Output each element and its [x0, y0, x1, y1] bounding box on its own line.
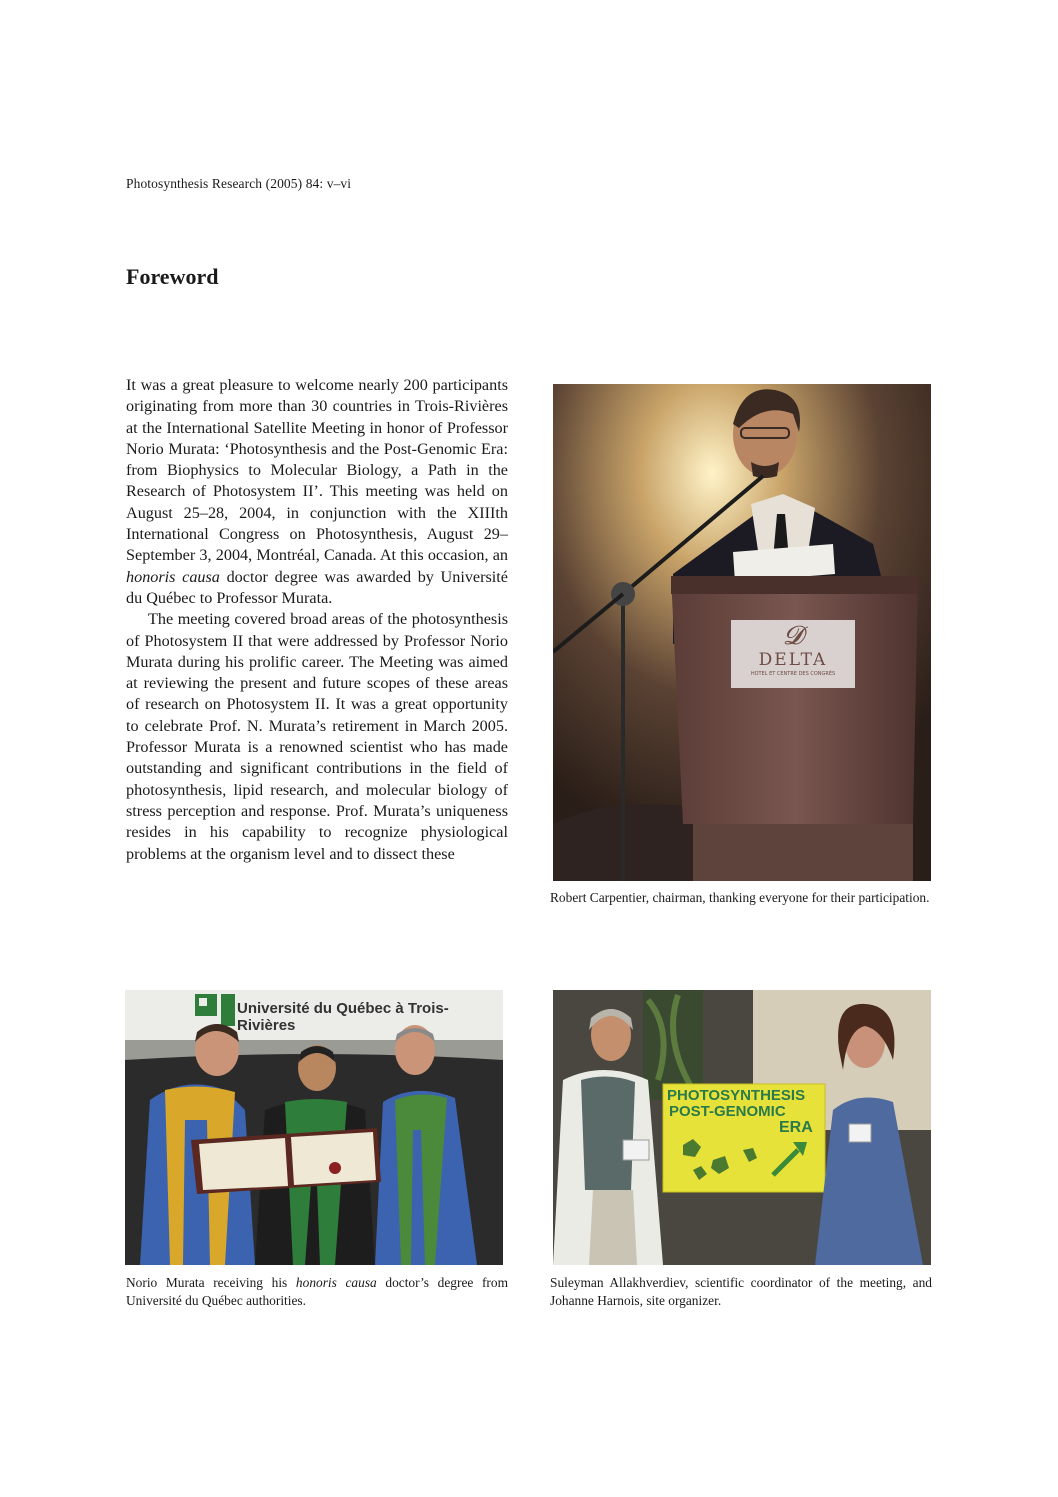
podium-sign-label: DELTA [758, 650, 828, 670]
article-title: Foreword [126, 264, 219, 289]
caption-figure-3: Suleyman Allakhverdiev, scientific coordinator of the meeting, and Johanne Harnois, site organizer. [550, 1275, 932, 1308]
poster [663, 1088, 825, 1136]
poster-line-2: POST-GENOMIC [669, 1103, 786, 1120]
caption-figure-2: Norio Murata receiving his honoris causa doctor’s degree from Université du Québec authorities. [126, 1275, 509, 1308]
photo-speaker-at-podium [553, 384, 931, 881]
poster-line-3: ERA [779, 1119, 813, 1136]
paragraph-1: It was a great pleasure to welcome nearly 200 participants originating from more than 30 countries in Trois-Rivières at the International Satellite Meeting in honor of Professor Norio Murata: ‘Photosynthesis and the Post-Genomic Era: from Biophysics to Molecular Biology, a Path in the Research of Photosystem II’. This meeting was held on August 25–28, 2004, in conjunction with the XIIIth International Congress on Photosynthesis, August 29–September 3, 2004, Montréal, Canada. At this occasion, an honoris causa doctor degree was awarded by Université du Québec to Professor Murata. [126, 376, 508, 607]
body-text [126, 375, 508, 865]
university-banner: Université du Québec à Trois-Rivières [237, 1000, 449, 1034]
delta-logo-icon: 𝓓 [783, 621, 803, 651]
photo-degree-ceremony [125, 990, 503, 1265]
running-head: Photosynthesis Research (2005) 84: v–vi [126, 176, 352, 191]
caption-figure-1: Robert Carpentier, chairman, thanking everyone for their participation. [550, 890, 930, 905]
podium-sign-sublabel: HOTEL ET CENTRE DES CONGRÈS [750, 671, 836, 677]
poster-line-1: PHOTOSYNTHESIS [667, 1087, 806, 1104]
photo-organizers-with-poster [553, 990, 931, 1265]
podium-sign [731, 620, 855, 688]
paragraph-2: The meeting covered broad areas of the photosynthesis of Photosystem II that were addressed by Professor Norio Murata during his prolific career. The Meeting was aimed at reviewing the present and future scopes of these areas of research on Photosystem II. It was a great opportunity to celebrate Prof. N. Murata’s retirement in March 2005. Professor Murata is a renowned scientist who has made outstanding and significant contributions in the field of photosynthesis, lipid research, and molecular biology of stress perception and response. Prof. Murata’s uniqueness resides in his capability to recognize physiological problems at the organism level and to dissect these [126, 610, 508, 863]
